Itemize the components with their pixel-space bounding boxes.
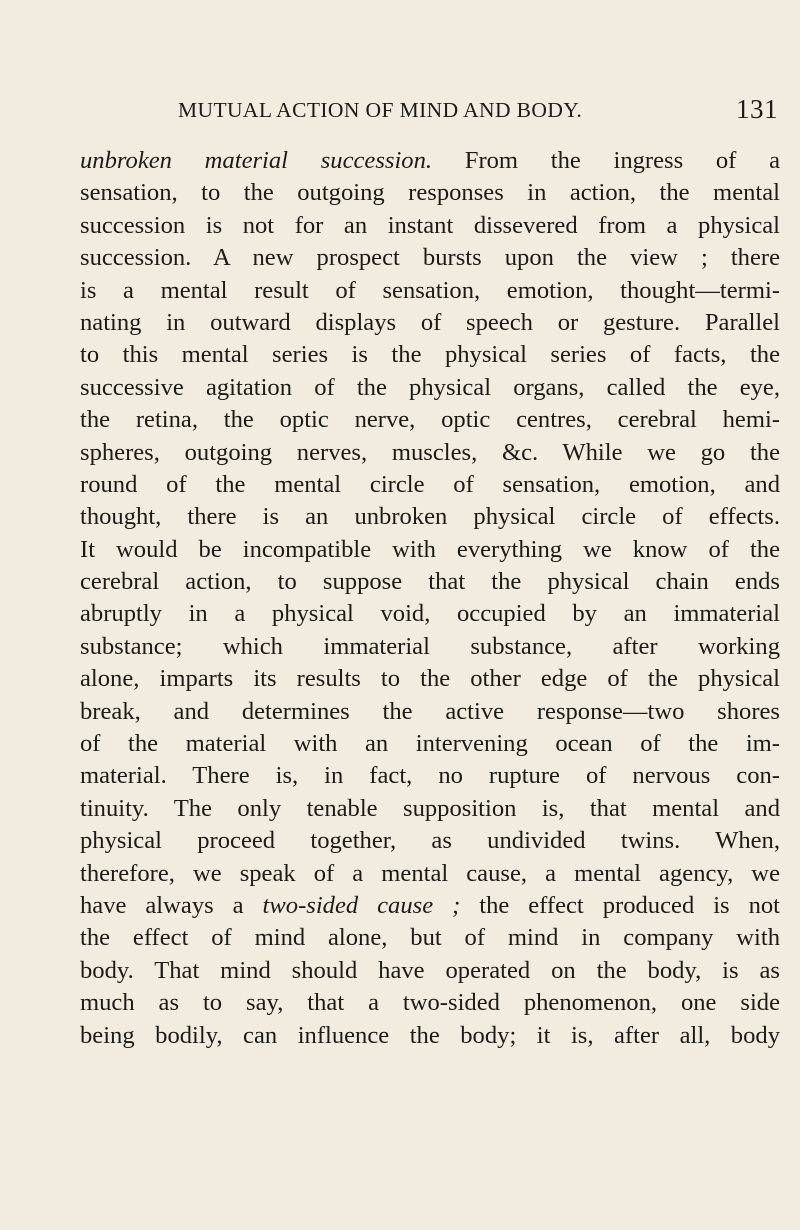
text-line: abruptly in a physical void, occupied by an immaterial — [80, 600, 780, 628]
text-line: of the material with an intervening ocean of the im- — [80, 730, 780, 758]
text-line: nating in outward displays of speech or gesture. Parallel — [80, 308, 780, 336]
line-text: the effect produced is not — [460, 891, 780, 919]
running-head — [178, 96, 778, 130]
italic-phrase: unbroken material succession. — [80, 147, 433, 174]
line-text: have always a — [80, 891, 263, 919]
body-text — [80, 145, 780, 1052]
text-line: to this mental series is the physical series of facts, the — [80, 341, 780, 369]
text-line: successive agitation of the physical organs, called the eye, — [80, 373, 780, 401]
text-line: succession is not for an instant dissevered from a physical — [80, 211, 780, 239]
text-line: substance; which immaterial substance, after working — [80, 632, 780, 660]
text-line: break, and determines the active response—two shores — [80, 697, 780, 725]
text-line: tinuity. The only tenable supposition is, that mental and — [80, 794, 780, 822]
text-line: It would be incompatible with everything we know of the — [80, 535, 780, 563]
text-line: sensation, to the outgoing responses in action, the mental — [80, 179, 780, 207]
text-line: alone, imparts its results to the other edge of the physical — [80, 665, 780, 693]
running-title: MUTUAL ACTION OF MIND AND BODY. — [178, 98, 583, 122]
italic-phrase: two-sided cause ; — [262, 891, 461, 919]
text-line: physical proceed together, as undivided twins. When, — [80, 827, 780, 855]
text-line: therefore, we speak of a mental cause, a mental agency, we — [80, 859, 780, 887]
text-line: being bodily, can influence the body; it is, after all, body — [80, 1021, 780, 1049]
text-line: round of the mental circle of sensation, emotion, and — [80, 470, 780, 498]
line-text: From the ingress of a — [432, 147, 780, 174]
text-line: is a mental result of sensation, emotion, thought—termi- — [80, 276, 780, 304]
text-line: much as to say, that a two-sided phenomenon, one side — [80, 989, 780, 1017]
page-number: 131 — [736, 94, 778, 124]
text-line: the retina, the optic nerve, optic centres, cerebral hemi- — [80, 406, 780, 434]
text-line: material. There is, in fact, no rupture of nervous con- — [80, 762, 780, 790]
text-line — [80, 145, 780, 177]
text-line — [80, 890, 780, 922]
text-line: spheres, outgoing nerves, muscles, &c. While we go the — [80, 438, 780, 466]
text-line: body. That mind should have operated on the body, is as — [80, 956, 780, 984]
text-line: succession. A new prospect bursts upon the view ; there — [80, 244, 780, 272]
text-line: the effect of mind alone, but of mind in company with — [80, 924, 780, 952]
text-line: thought, there is an unbroken physical circle of effects. — [80, 503, 780, 531]
text-line: cerebral action, to suppose that the physical chain ends — [80, 568, 780, 596]
